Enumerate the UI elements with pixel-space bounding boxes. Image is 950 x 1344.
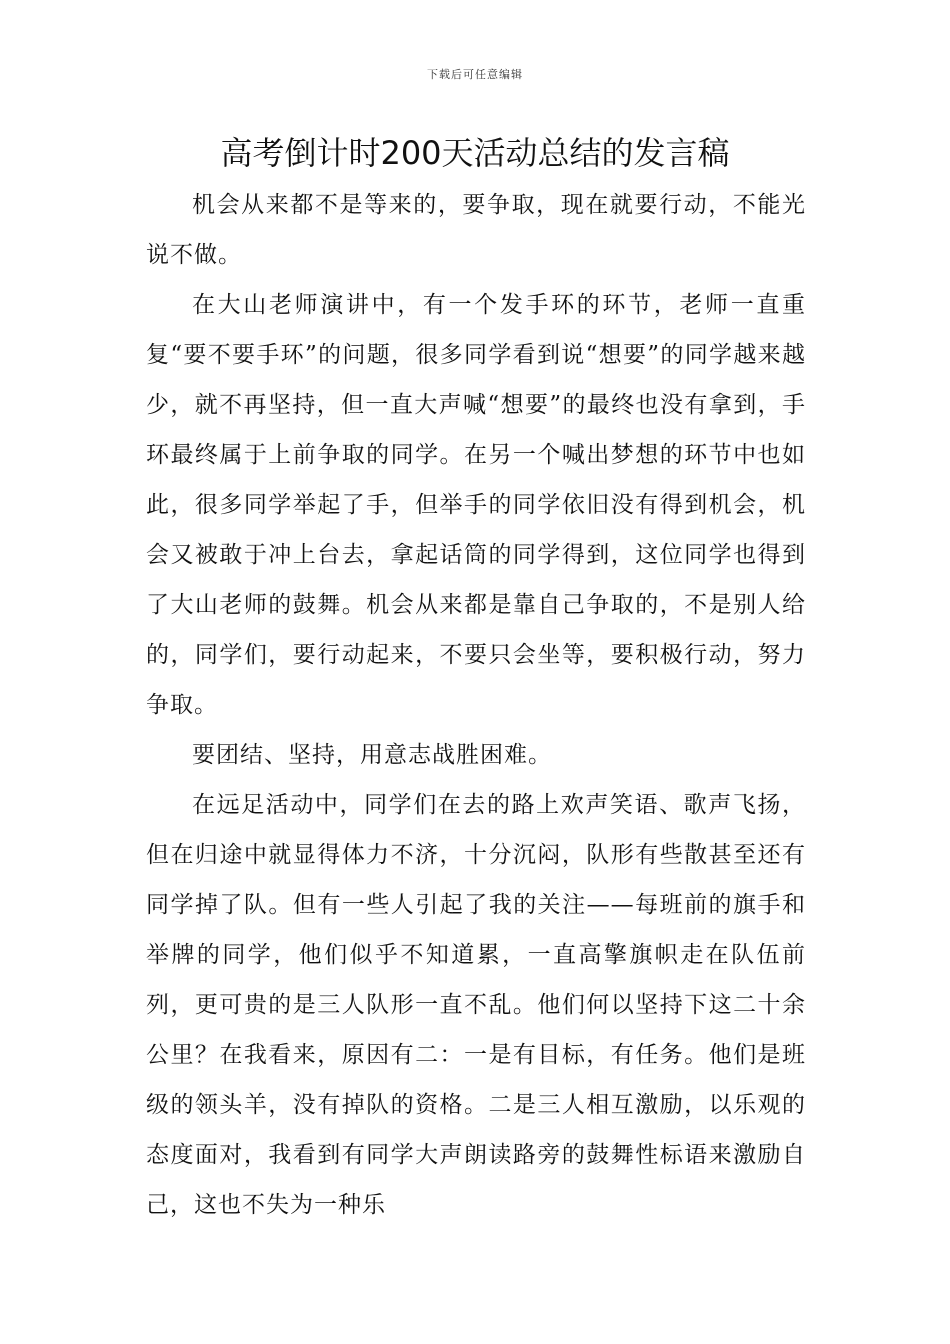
paragraph-2: 在大山老师演讲中，有一个发手环的环节，老师一直重复“要不要手环”的问题，很多同学看到说“想要”的同学越来越少，就不再坚持，但一直大声喊“想要”的最终也没有拿到，手环最终属于上前争取的同学。在另一个喊出梦想的环节中也如此，很多同学举起了手，但举手的同学依旧没有得到机会，机会又被敢于冲上台去，拿起话筒的同学得到，这位同学也得到了大山老师的鼓舞。机会从来都是靠自己争取的，不是别人给的，同学们，要行动起来，不要只会坐等，要积极行动，努力争取。 bbox=[146, 292, 806, 718]
document-body bbox=[146, 180, 806, 1230]
paragraph-3: 要团结、坚持，用意志战胜困难。 bbox=[192, 742, 552, 768]
document-title: 高考倒计时200天活动总结的发言稿 bbox=[220, 134, 730, 172]
header-note: 下载后可任意编辑 bbox=[427, 68, 523, 81]
paragraph-1: 机会从来都不是等来的，要争取，现在就要行动，不能光说不做。 bbox=[146, 192, 806, 268]
paragraph-4: 在远足活动中，同学们在去的路上欢声笑语、歌声飞扬，但在归途中就显得体力不济，十分沉闷，队形有些散甚至还有同学掉了队。但有一些人引起了我的关注——每班前的旗手和举牌的同学，他们似乎不知道累，一直高擎旗帜走在队伍前列，更可贵的是三人队形一直不乱。他们何以坚持下这二十余公里？在我看来，原因有二：一是有目标，有任务。他们是班级的领头羊，没有掉队的资格。二是三人相互激励，以乐观的态度面对，我看到有同学大声朗读路旁的鼓舞性标语来激励自己，这也不失为一种乐 bbox=[146, 792, 806, 1218]
